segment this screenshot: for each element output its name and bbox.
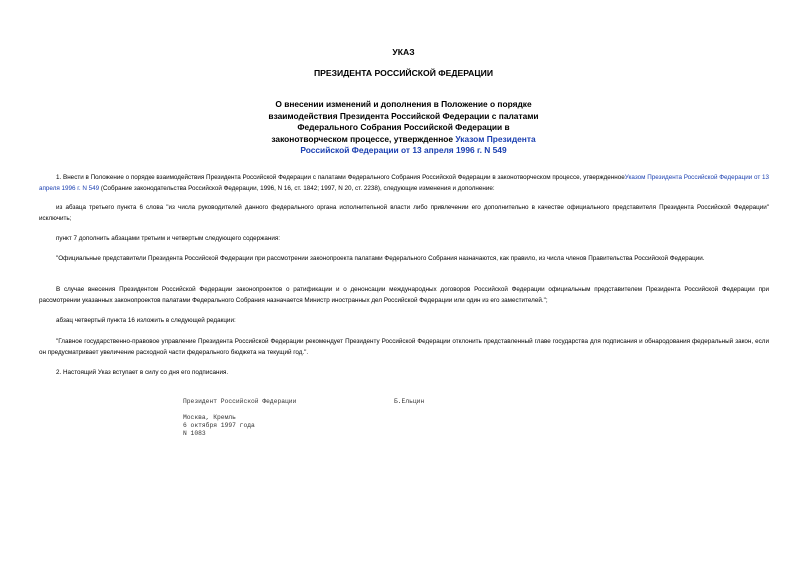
paragraph-2: из абзаца третьего пункта 6 слова "из числа руководителей данного федерального органа исполнительной власти либо привлечении его дополнительно в качестве официального представителя Президента Российской Федерации" исключить; (39, 204, 769, 223)
paragraph-3: пункт 7 дополнить абзацами третьим и четвертым следующего содержания: (56, 235, 281, 242)
subject-decree-link-continued[interactable]: Российской Федерации от 13 апреля 1996 г. N 549 (300, 145, 507, 156)
paragraph-8: 2. Настоящий Указ вступает в силу со дня его подписания. (56, 369, 229, 376)
decree-number: N 1083 (183, 430, 206, 437)
paragraph-1-text-after: (Собрание законодательства Российской Федерации, 1996, N 16, ст. 1842; 1997, N 20, ст. 2238), следующие изменения и дополнение: (99, 185, 495, 193)
signature-position: Президент Российской Федерации (183, 398, 297, 405)
decree-issuer: ПРЕЗИДЕНТА РОССИЙСКОЙ ФЕДЕРАЦИИ (313, 68, 494, 78)
paragraph-4: "Официальные представители Президента Российской Федерации при рассмотрении законопроекта палатами Федерального Собрания назначаются, как правило, из числа членов Правительства Российской Федерации. (56, 255, 705, 262)
paragraph-1-text-before: 1. Внести в Положение о порядке взаимодействия Президента Российской Федерации с палатами Федерального Собрания Российской Федерации в законотворческом процессе, утвержденное (56, 174, 625, 181)
paragraph-5: В случае внесения Президентом Российской Федерации законопроектов о ратификации и о денонсации международных договоров Российской Федерации официальным представителем Президента Российской Федерации при рассмотрении указанных законопроектов палатами Федерального Собрания назначается Министр иностранных дел Российской Федерации или один из его заместителей."; (39, 286, 769, 305)
subject-line-4-text: законотворческом процессе, утвержденное (271, 133, 456, 144)
subject-decree-link[interactable]: Указом Президента (455, 133, 536, 144)
paragraph-6: абзац четвертый пункта 16 изложить в следующей редакции: (56, 317, 236, 324)
paragraph-7: "Главное государственно-правовое управление Президента Российской Федерации рекомендует Президенту Российской Федерации отклонить представленный главе государства для подписания и обнародования федеральный закон, если он предусматривает увеличение расходной части федерального бюджета на текущий год.". (39, 338, 769, 357)
paragraph-1 (39, 172, 769, 195)
subject-line-2: взаимодействия Президента Российской Федерации с палатами (268, 110, 539, 121)
decree-subject (0, 99, 807, 157)
subject-line-3: Федерального Собрания Российской Федерации в (297, 122, 510, 133)
signature-name: Б.Ельцин (394, 398, 425, 405)
subject-line-4 (0, 134, 807, 146)
decree-title: УКАЗ (392, 47, 415, 57)
signing-date: 6 октября 1997 года (183, 422, 255, 429)
subject-line-1: О внесении изменений и дополнения в Положение о порядке (275, 99, 532, 109)
signing-place: Москва, Кремль (183, 414, 236, 421)
paragraph-1-decree-link[interactable]: Указом Президента Российской Федерации от 13 апреля 1996 г. N 549 (39, 174, 769, 193)
